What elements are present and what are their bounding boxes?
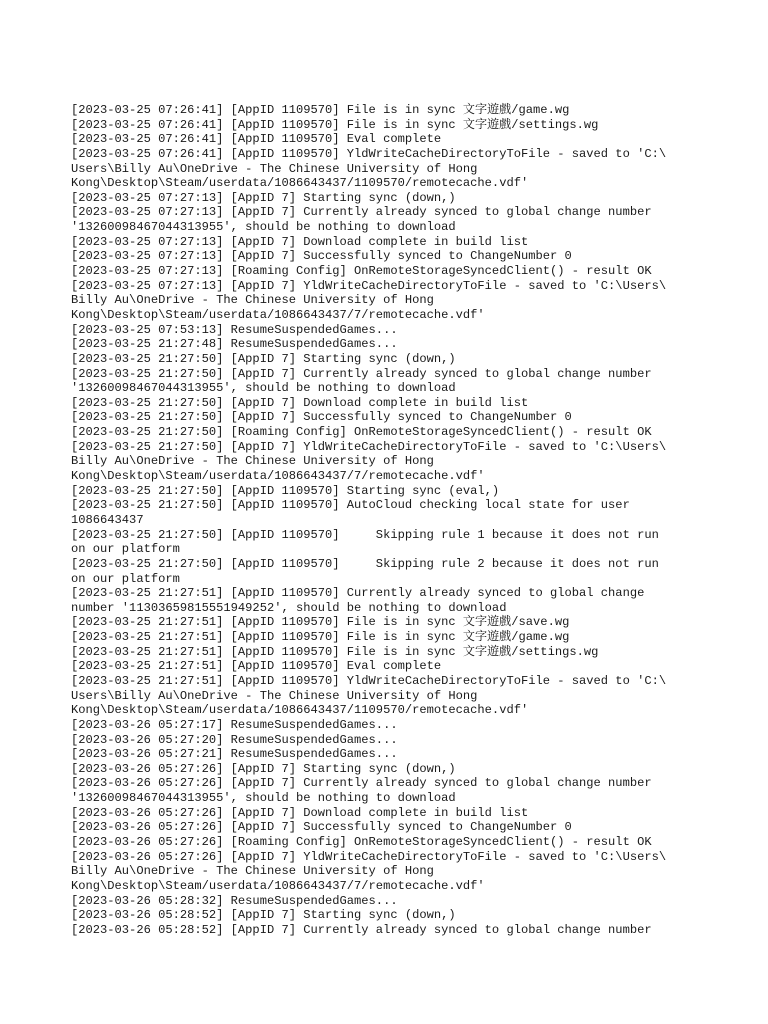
log-line: [2023-03-26 05:27:26] [Roaming Config] OnRemoteStorageSyncedClient() - result OK (71, 835, 652, 850)
log-line: [2023-03-25 07:53:13] ResumeSuspendedGames... (71, 322, 398, 337)
log-line: [2023-03-25 21:27:50] [AppID 1109570] Starting sync (eval,) (71, 483, 500, 498)
log-line: on our platform (71, 542, 180, 557)
log-line: on our platform (71, 571, 180, 586)
log-line: Users\Billy Au\OneDrive - The Chinese University of Hong (71, 161, 478, 176)
log-line: [2023-03-26 05:27:26] [AppID 7] Starting sync (down,) (71, 761, 456, 776)
log-line: [2023-03-25 21:27:50] [AppID 7] Currently already synced to global change number (71, 366, 652, 381)
log-line: [2023-03-25 21:27:51] [AppID 1109570] File is in sync 文字遊戲/settings.wg (71, 644, 599, 659)
log-line: '13260098467044313955', should be nothing to download (71, 381, 456, 396)
log-line: [2023-03-25 21:27:51] [AppID 1109570] File is in sync 文字遊戲/game.wg (71, 630, 570, 645)
log-line: [2023-03-26 05:27:26] [AppID 7] Successfully synced to ChangeNumber 0 (71, 820, 572, 835)
log-line: number '11303659815551949252', should be nothing to download (71, 600, 507, 615)
log-line: [2023-03-25 07:27:13] [AppID 7] YldWriteCacheDirectoryToFile - saved to 'C:\Users\ (71, 278, 667, 293)
log-line: [2023-03-25 21:27:51] [AppID 1109570] YldWriteCacheDirectoryToFile - saved to 'C:\ (71, 673, 667, 688)
log-line: Users\Billy Au\OneDrive - The Chinese University of Hong (71, 688, 478, 703)
log-line: 1086643437 (71, 512, 144, 527)
log-line: [2023-03-25 21:27:50] [Roaming Config] OnRemoteStorageSyncedClient() - result OK (71, 425, 652, 440)
log-line: Kong\Desktop\Steam/userdata/1086643437/7/remotecache.vdf' (71, 307, 485, 322)
log-line: [2023-03-25 21:27:50] [AppID 7] Download complete in build list (71, 395, 529, 410)
log-line: [2023-03-25 07:26:41] [AppID 1109570] YldWriteCacheDirectoryToFile - saved to 'C:\ (71, 146, 667, 161)
log-text-block (71, 103, 697, 938)
log-line: Kong\Desktop\Steam/userdata/1086643437/1109570/remotecache.vdf' (71, 703, 529, 718)
log-line: [2023-03-25 07:27:13] [AppID 7] Download complete in build list (71, 234, 529, 249)
log-line: [2023-03-26 05:27:26] [AppID 7] Currently already synced to global change number (71, 776, 652, 791)
log-line: [2023-03-26 05:27:20] ResumeSuspendedGames... (71, 732, 398, 747)
log-line: [2023-03-25 07:27:13] [AppID 7] Currently already synced to global change number (71, 205, 652, 220)
log-line: [2023-03-26 05:27:17] ResumeSuspendedGames... (71, 717, 398, 732)
log-line: [2023-03-25 21:27:51] [AppID 1109570] Eval complete (71, 659, 442, 674)
log-line: [2023-03-25 21:27:50] [AppID 1109570] AutoCloud checking local state for user (71, 498, 630, 513)
log-line: Kong\Desktop\Steam/userdata/1086643437/7/remotecache.vdf' (71, 878, 485, 893)
log-line: [2023-03-25 21:27:50] [AppID 1109570] Skipping rule 1 because it does not run (71, 527, 659, 542)
log-line: [2023-03-26 05:27:21] ResumeSuspendedGames... (71, 747, 398, 762)
log-line: [2023-03-25 21:27:50] [AppID 7] Successfully synced to ChangeNumber 0 (71, 410, 572, 425)
log-line: [2023-03-25 21:27:51] [AppID 1109570] Currently already synced to global change (71, 586, 645, 601)
log-line: [2023-03-25 07:27:13] [AppID 7] Successfully synced to ChangeNumber 0 (71, 249, 572, 264)
log-line: [2023-03-26 05:28:32] ResumeSuspendedGames... (71, 893, 398, 908)
log-line: [2023-03-25 07:27:13] [Roaming Config] OnRemoteStorageSyncedClient() - result OK (71, 264, 652, 279)
log-line: [2023-03-25 07:26:41] [AppID 1109570] File is in sync 文字遊戲/settings.wg (71, 117, 599, 132)
log-line: [2023-03-25 21:27:50] [AppID 7] YldWriteCacheDirectoryToFile - saved to 'C:\Users\ (71, 439, 667, 454)
log-line: [2023-03-26 05:27:26] [AppID 7] Download complete in build list (71, 805, 529, 820)
log-line: [2023-03-25 07:26:41] [AppID 1109570] File is in sync 文字遊戲/game.wg (71, 103, 570, 117)
log-line: Kong\Desktop\Steam/userdata/1086643437/7/remotecache.vdf' (71, 469, 485, 484)
log-line: Kong\Desktop\Steam/userdata/1086643437/1109570/remotecache.vdf' (71, 176, 529, 191)
log-line: [2023-03-26 05:27:26] [AppID 7] YldWriteCacheDirectoryToFile - saved to 'C:\Users\ (71, 849, 667, 864)
log-line: [2023-03-25 07:27:13] [AppID 7] Starting sync (down,) (71, 190, 456, 205)
log-line: '13260098467044313955', should be nothing to download (71, 220, 456, 235)
log-line: [2023-03-25 07:26:41] [AppID 1109570] Eval complete (71, 132, 442, 147)
log-line: [2023-03-26 05:28:52] [AppID 7] Currently already synced to global change number (71, 922, 652, 937)
log-line: [2023-03-25 21:27:50] [AppID 1109570] Skipping rule 2 because it does not run (71, 556, 659, 571)
log-line: [2023-03-25 21:27:50] [AppID 7] Starting sync (down,) (71, 351, 456, 366)
log-line: [2023-03-25 21:27:51] [AppID 1109570] File is in sync 文字遊戲/save.wg (71, 615, 570, 630)
log-line: [2023-03-25 21:27:48] ResumeSuspendedGames... (71, 337, 398, 352)
log-line: Billy Au\OneDrive - The Chinese University of Hong (71, 864, 434, 879)
log-line: '13260098467044313955', should be nothing to download (71, 791, 456, 806)
log-line: Billy Au\OneDrive - The Chinese University of Hong (71, 454, 434, 469)
log-line: [2023-03-26 05:28:52] [AppID 7] Starting sync (down,) (71, 908, 456, 923)
log-line: Billy Au\OneDrive - The Chinese University of Hong (71, 293, 434, 308)
